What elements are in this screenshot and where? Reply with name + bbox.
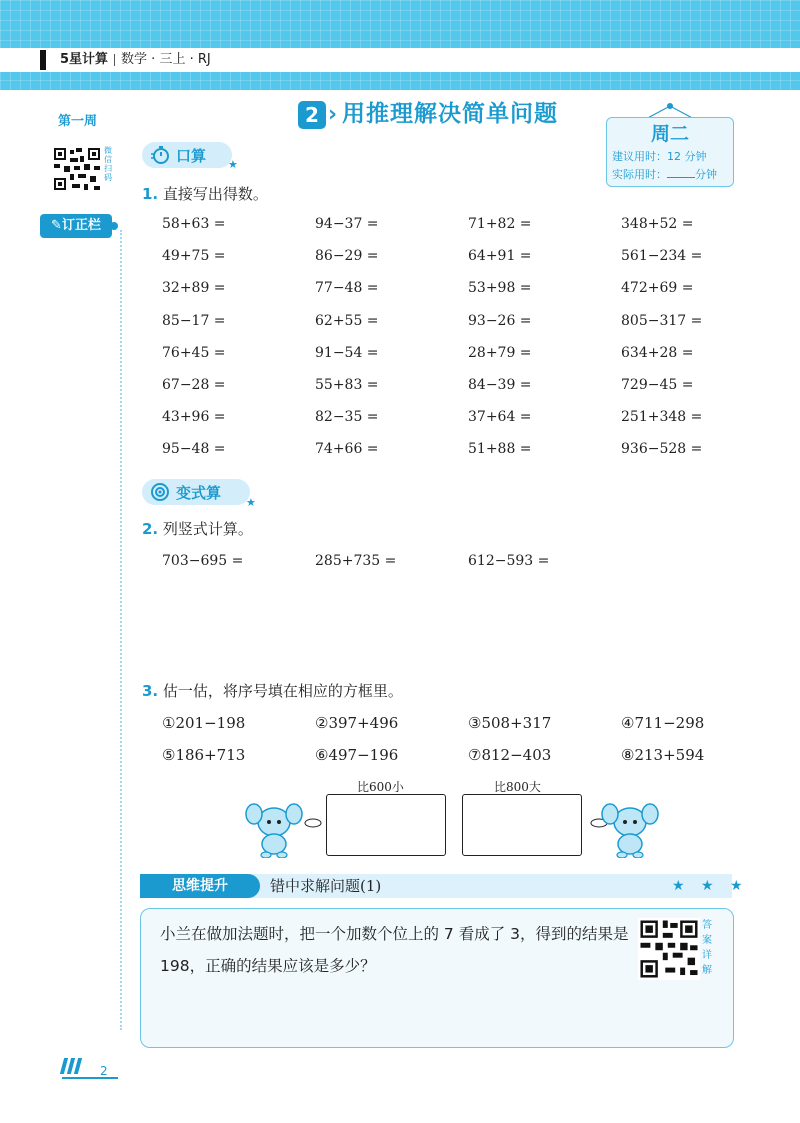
question-1-text: 直接写出得数。 [162,185,268,203]
oral-expression: 67−28 = [162,377,226,393]
qr-code-icon[interactable] [638,918,700,980]
question-3-text: 估一估，将序号填在相应的方框里。 [162,682,403,700]
variant-section-label: 变式算 [176,484,222,502]
lesson-number-badge: 2 [298,101,326,129]
oral-expression: 251+348 = [621,409,703,426]
oral-expression: 28+79 = [468,344,532,361]
estimate-expression: ⑦812−403 [468,746,552,764]
pencil-icon: ✎ [51,218,62,233]
thinking-subtitle: 错中求解问题(1) [270,877,382,895]
mascot-right-icon [600,796,660,858]
answer-box-less-than-600[interactable] [326,794,446,856]
oral-expression: 77−48 = [315,280,379,297]
oral-expression: 49+75 = [162,248,226,265]
speech-bubble-icon [304,818,322,828]
oral-expression: 84−39 = [468,377,532,393]
variant-expression: 703−695 = [162,553,244,569]
actual-time-label: 实际用时： [612,168,667,181]
oral-expression: 86−29 = [315,248,379,265]
oral-expression: 95−48 = [162,441,226,458]
series-title [60,48,211,72]
qr-code-icon[interactable] [52,146,102,192]
oral-expression: 37+64 = [468,409,532,426]
oral-expression: 805−317 = [621,312,703,329]
week-label: 第一周 [58,114,98,129]
stopwatch-icon [150,145,170,165]
question-1-number: 1. [142,185,159,203]
oral-expression: 936−528 = [621,441,703,458]
page-bars-icon [62,1058,83,1078]
question-3-number: 3. [142,682,159,700]
oral-expression: 94−37 = [315,216,379,232]
question-1-heading [142,183,268,204]
oral-expression: 64+91 = [468,248,532,265]
estimate-expression: ③508+317 [468,714,552,732]
star-icon: ★ [246,496,256,509]
oral-expression: 32+89 = [162,280,226,297]
question-2-heading [142,518,253,539]
actual-time-unit: 分钟 [695,168,717,181]
tag-dot [110,222,118,230]
estimate-expression: ②397+496 [315,714,399,732]
question-2-number: 2. [142,520,159,538]
chevron-right-icon: › [328,102,338,127]
difficulty-stars: ★ ★ ★ [672,878,749,894]
suggested-time: 建议用时：12 分钟 [612,150,707,163]
oral-expression: 348+52 = [621,216,694,232]
qr-caption: 微信扫码 [104,146,112,182]
oral-expression: 71+82 = [468,216,532,232]
oral-expression: 62+55 = [315,312,379,329]
oral-expression: 561−234 = [621,248,703,265]
variant-expression: 612−593 = [468,553,550,569]
variant-expression: 285+735 = [315,553,397,569]
estimate-expression: ⑤186+713 [162,746,246,764]
oral-expression: 472+69 = [621,280,694,297]
thinking-tag: 思维提升 [140,874,260,898]
subject-label: 数学 · 三上 · RJ [121,52,211,67]
oral-expression: 53+98 = [468,280,532,297]
series-name: 5星计算 [60,52,109,67]
header-background [0,0,800,90]
lesson-title: 用推理解决简单问题 [342,101,558,127]
oral-expression: 91−54 = [315,344,379,361]
oral-expression: 58+63 = [162,216,226,232]
correction-column-tag [40,214,112,238]
oral-expression: 51+88 = [468,441,532,458]
correction-dotted-line [120,230,122,1030]
target-icon [150,482,170,502]
box-less-label: 比600小 [357,780,404,794]
page-number: 2 [100,1064,108,1078]
oral-expression: 55+83 = [315,377,379,393]
answer-qr-caption: 答案详解 [702,920,712,976]
question-2-text: 列竖式计算。 [162,520,253,538]
day-name: 周二 [650,123,689,145]
estimate-expression: ⑧213+594 [621,746,705,764]
mascot-left-icon [244,796,304,858]
box-more-label: 比800大 [494,780,541,794]
correction-label: 订正栏 [61,218,101,233]
star-icon: ★ [228,158,238,171]
oral-expression: 74+66 = [315,441,379,458]
question-3-heading [142,680,403,701]
estimate-expression: ⑥497−196 [315,746,399,764]
estimate-expression: ①201−198 [162,714,246,732]
estimate-expression: ④711−298 [621,714,705,732]
oral-expression: 43+96 = [162,409,226,426]
oral-expression: 85−17 = [162,312,226,329]
oral-expression: 729−45 = [621,377,694,393]
oral-expression: 93−26 = [468,312,532,329]
oral-expression: 634+28 = [621,344,694,361]
brand-mark [40,50,46,70]
actual-time [612,166,717,182]
answer-box-more-than-800[interactable] [462,794,582,856]
actual-time-blank[interactable] [667,177,695,178]
page-underline [62,1077,118,1079]
thinking-problem: 小兰在做加法题时，把一个加数个位上的 7 看成了 3，得到的结果是 198，正确的结果应该是多少？ [160,925,629,975]
oral-expression: 82−35 = [315,409,379,426]
oral-expression: 76+45 = [162,344,226,361]
oral-section-label: 口算 [176,147,207,165]
